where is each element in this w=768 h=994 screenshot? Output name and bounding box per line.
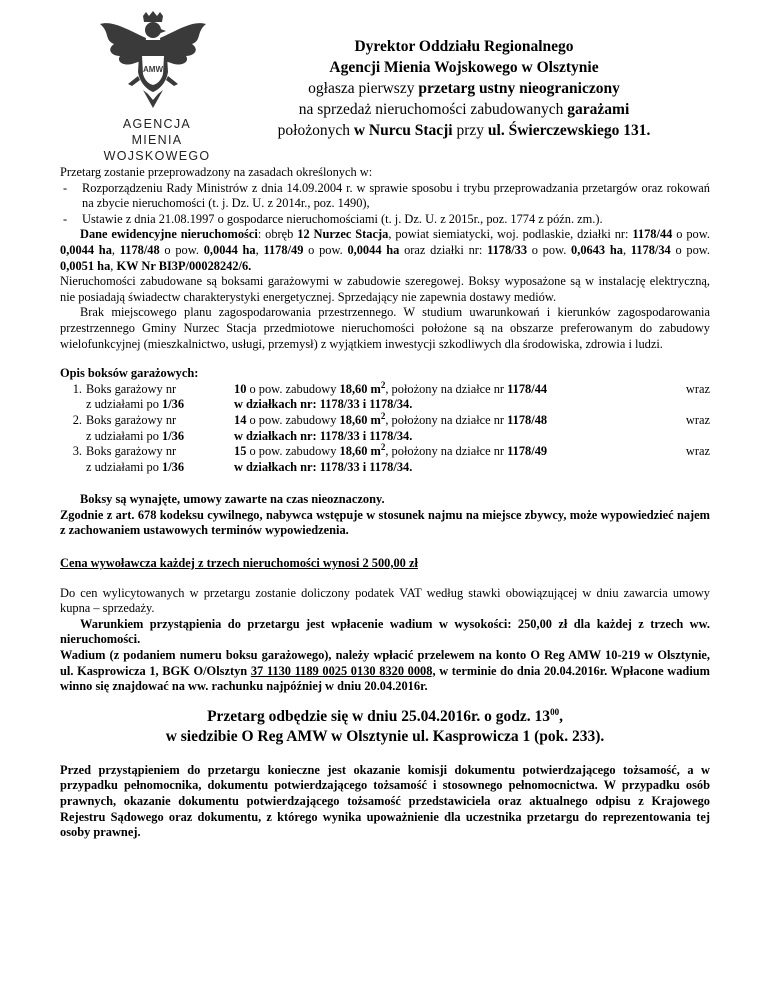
list-item: 3. Boks garażowy nr 15 o pow. zabudowy 18,60 $m^2$, położony na działce nr 1178/49 wraz z udziałami po 1/36 w działkach nr: 1178/33 i 1178/34. (72, 441, 710, 474)
announcement-body (60, 165, 710, 841)
vat-paragraph: Do cen wylicytowanych w przetargu zostanie doliczony podatek VAT według stawki obowiązującej w dniu zawarcia umowy kupna – sprzedaży. (60, 585, 710, 616)
list-item: 2. Boks garażowy nr 14 o pow. zabudowy 18,60 $m^2$, położony na działce nr 1178/48 wraz z udziałami po 1/36 w działkach nr: 1178/33 i 1178/34. (72, 410, 710, 443)
evidence-paragraph: Dane ewidencyjne nieruchomości: obręb 12 Nurzec Stacja, powiat siemiatycki, woj. podlaskie, działki nr: 1178/44 o pow. 0,0044 ha, 1178/48 o pow. 0,0044 ha, 1178/49 o pow. 0,0044 ha oraz działki nr: 1178/33 o pow. 0,0643 ha, 1178/34 o pow. 0,0051 ha, KW Nr BI3P/00028242/6. (60, 227, 711, 273)
header-line2: Agencji Mienia Wojskowego w Olsztynie (329, 59, 599, 76)
list-item: 1. Boks garażowy nr 10 o pow. zabudowy 18,60 $m^2$, położony na działce nr 1178/44 wraz z udziałami po 1/36 w działkach nr: 1178/33 i 1178/34. (72, 379, 710, 412)
description-paragraph: Nieruchomości zabudowane są boksami garażowymi w zabudowie szeregowej. Boksy wyposażone są w instalację elektryczną, nie posiadają świadectw charakterystyki energetycznej. Sprzedający nie zapewnia dostawy mediów. (60, 274, 710, 304)
bank-account-number: 37 1130 1189 0025 0130 8320 0008, (250, 663, 436, 678)
starting-price: Cena wywoławcza każdej z trzech nieruchomości wynosi 2 500,00 zł (60, 556, 418, 571)
boxes-title: Opis boksów garażowych: (60, 366, 199, 381)
legal-basis-item-1: - Rozporządzeniu Rady Ministrów z dnia 14.09.2004 r. w sprawie sposobu i trybu przeprowadzania przetargów oraz rokowań na zbycie nieruchomości (t. j. Dz. U. z 2014r., poz. 1490), (63, 180, 710, 211)
lease-status: Boksy są wynajęte, umowy zawarte na czas nieoznaczony. (80, 492, 385, 507)
logo-caption (82, 116, 232, 164)
header-line1: Dyrektor Oddziału Regionalnego (354, 38, 574, 55)
header-line5: położonych w Nurcu Stacji przy ul. Świerczewskiego 131. (277, 122, 651, 139)
logo-badge-text: AMW (143, 65, 163, 74)
auction-date: Przetarg odbędzie się w dniu 25.04.2016r. o godz. $13^{00}$, (207, 706, 563, 725)
amw-eagle-logo (88, 10, 218, 115)
legal-basis-item-2: - Ustawie z dnia 21.08.1997 o gospodarce nieruchomościami (t. j. Dz. U. z 2015r., poz. 1774 z późn. zm.). (63, 211, 603, 226)
lease-civil-code: Zgodnie z art. 678 kodeksu cywilnego, nabywca wstępuje w stosunek najmu na miejsce zbywcy, może wypowiedzieć najem z zachowaniem ustawowych terminów wypowiedzenia. (60, 507, 710, 538)
intro-lead: Przetarg zostanie przeprowadzony na zasadach określonych w: (60, 165, 373, 179)
logo-caption-line2: MIENIA WOJSKOWEGO (103, 133, 211, 163)
auction-place: w siedzibie O Reg AMW w Olsztynie ul. Kasprowicza 1 (pok. 233). (165, 727, 605, 745)
planning-paragraph: Brak miejscowego planu zagospodarowania przestrzennego. W studium uwarunkowań i kierunków zagospodarowania przestrzennego Gminy Nurzec Stacja przedmiotowe nieruchomości położone są na obszarze preferowanym do zabudowy wielofunkcyjnej (mieszkalnictwo, usługi, przemysł) z wyjątkiem inwestycji szkodliwych dla środowiska, zdrowia i ludzi. (60, 305, 710, 351)
garage-boxes-list (60, 366, 710, 475)
announcement-header (244, 36, 684, 141)
deposit-condition: Warunkiem przystąpienia do przetargu jest wpłacenie wadium w wysokości: 250,00 zł dla każdej z trzech ww. nieruchomości. (60, 616, 710, 647)
header-line3: ogłasza pierwszy przetarg ustny nieograniczony (308, 80, 620, 97)
header-line4: na sprzedaż nieruchomości zabudowanych garażami (298, 101, 630, 118)
identity-requirements: Przed przystąpieniem do przetargu konieczne jest okazanie komisji dokumentu potwierdzającego tożsamość, a w przypadku pełnomocnika, dokumentu potwierdzającego tożsamość i stosownego pełnomocnictwa. W przypadku osób prawnych, okazanie dokumentu potwierdzającego tożsamość przedstawiciela oraz aktualnego odpisu z Krajowego Rejestru Sądowego oraz dokumentu, z którego wynika upoważnienie dla uczestnika przetargu do reprezentowania tej osoby prawnej. (60, 762, 710, 840)
deposit-instructions: Wadium (z podaniem numeru boksu garażowego), należy wpłacić przelewem na konto O Reg AMW 10-219 w Olsztynie, ul. Kasprowicza 1, BGK O/Olsztyn 37 1130 1189 0025 0130 8320 0008, w terminie do dnia 20.04.2016r. Wpłacone wadium winno się znajdować na ww. rachunku najpóźniej w dniu 20.04.2016r. (60, 648, 710, 694)
logo-caption-line1: AGENCJA (122, 117, 192, 131)
